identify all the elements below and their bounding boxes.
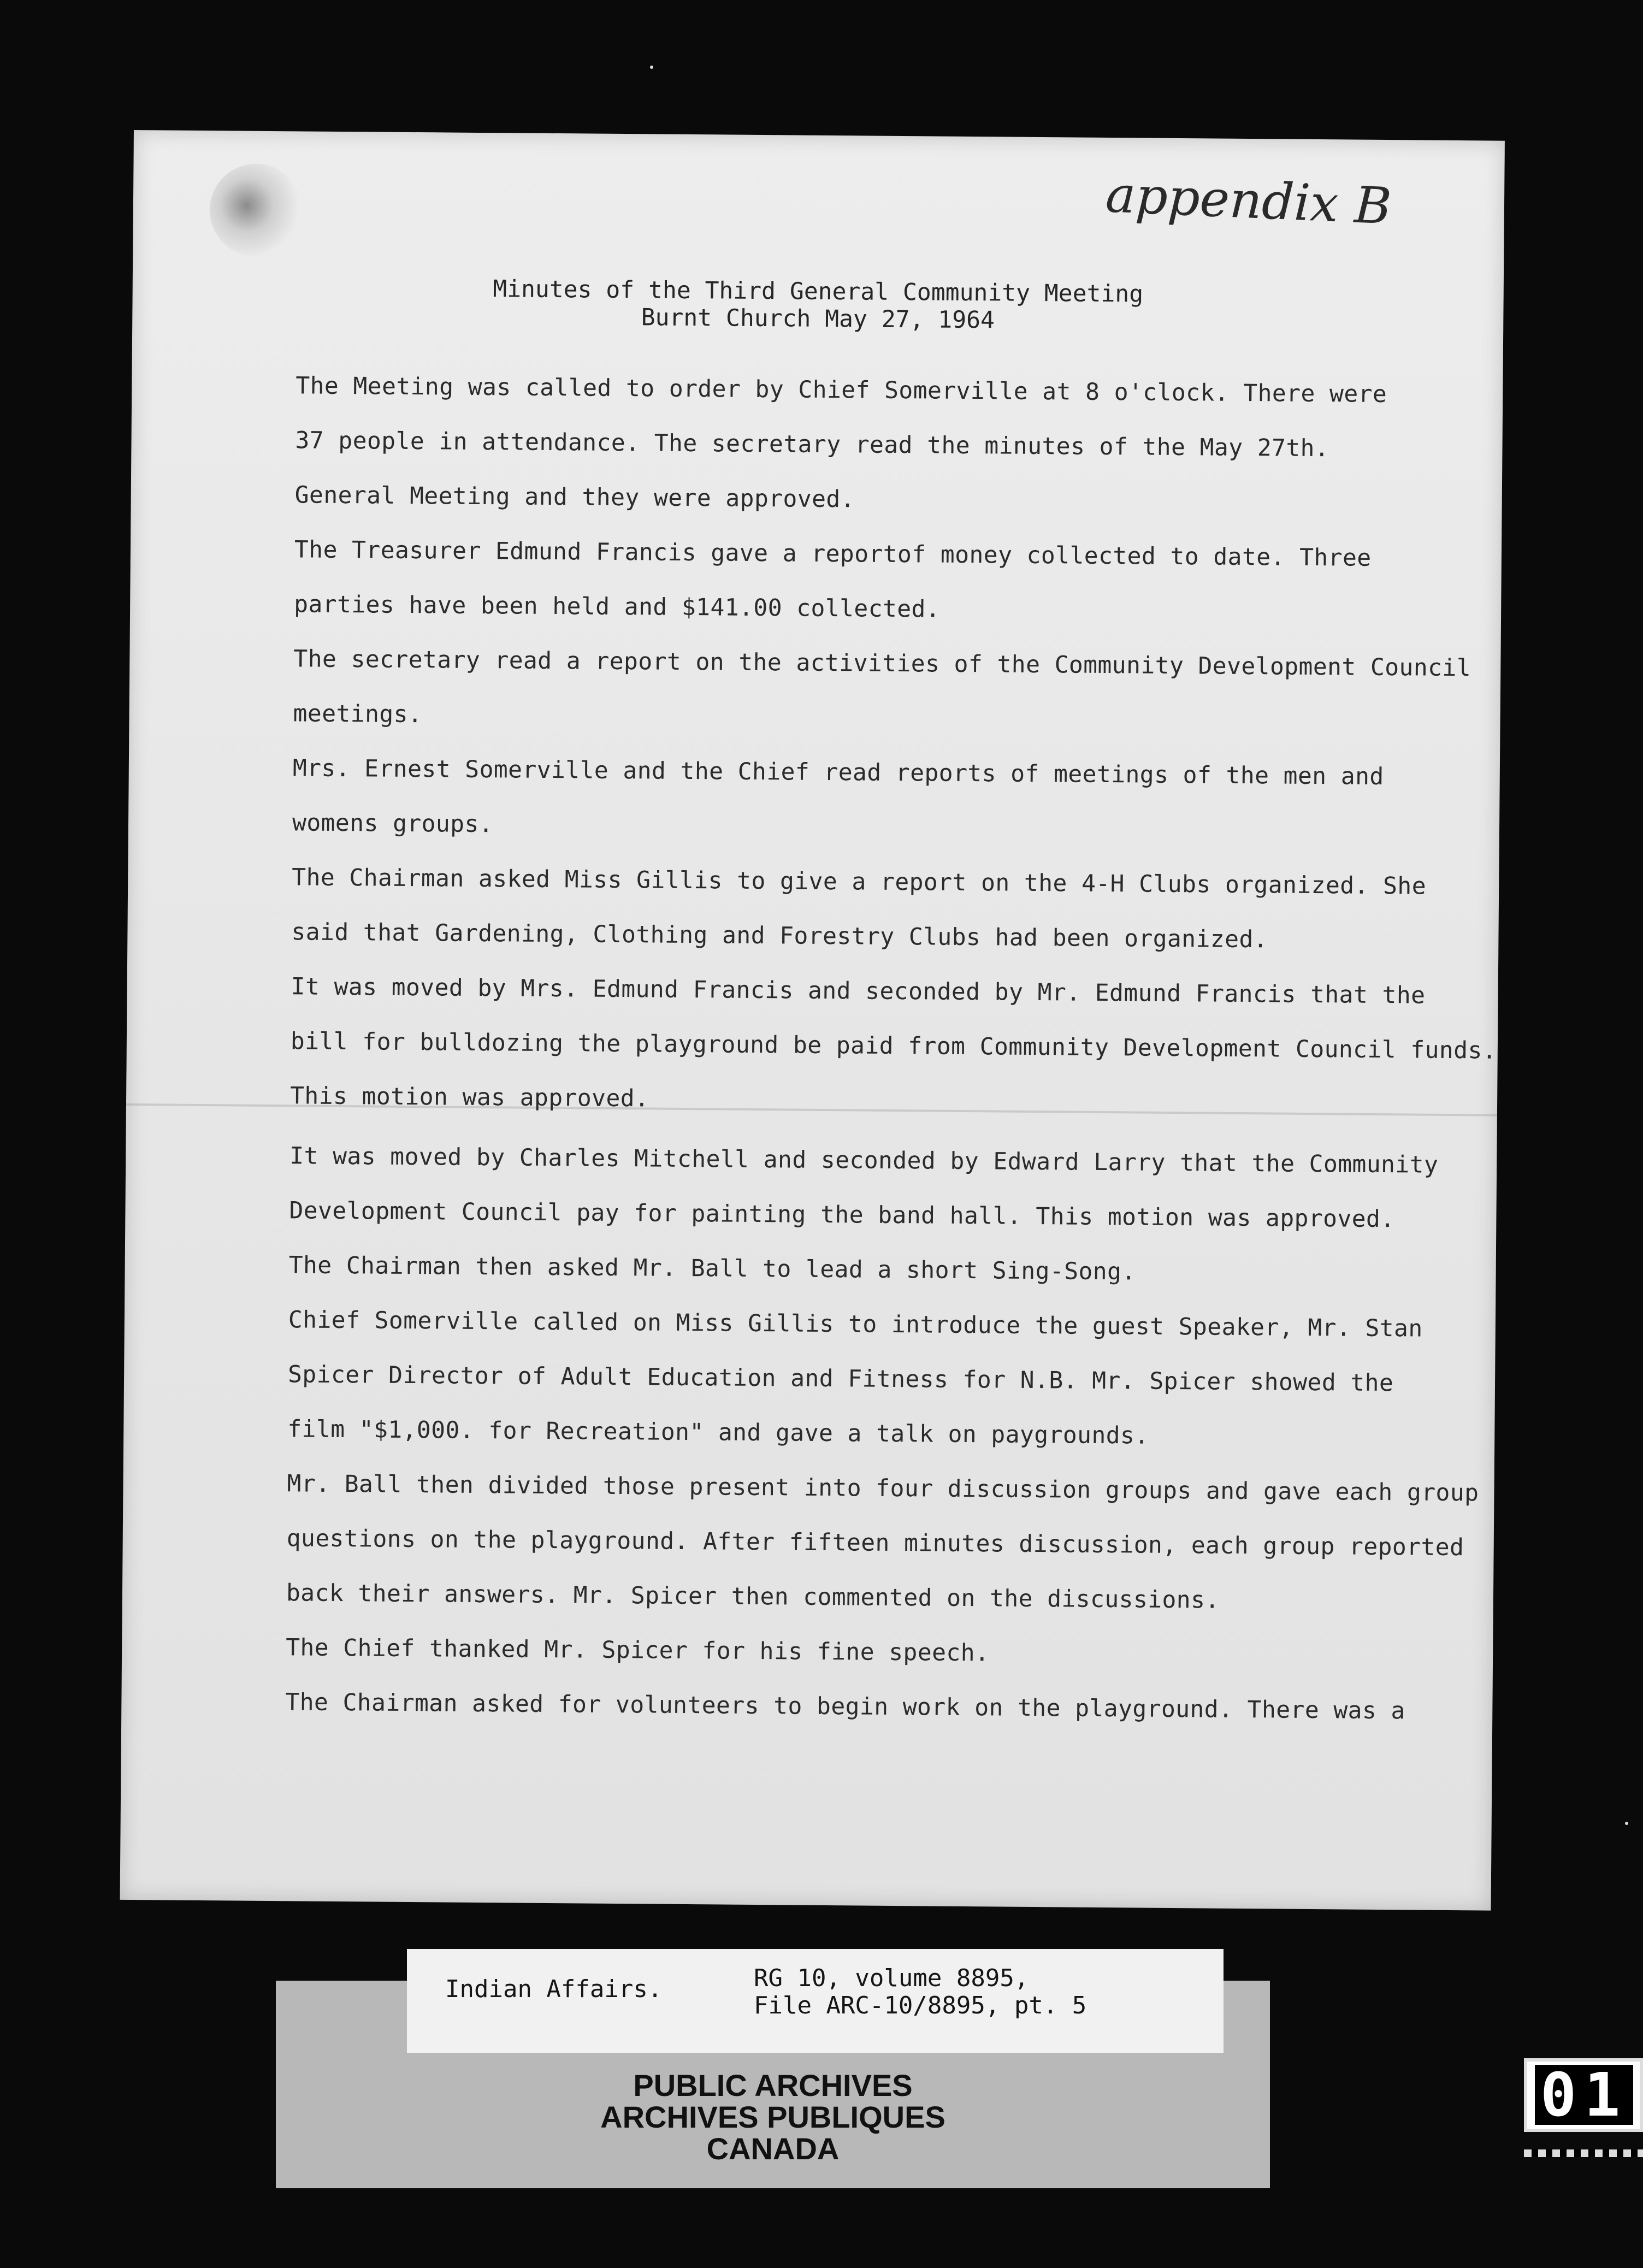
body-line: back their answers. Mr. Spicer then commented on the discussions. [286,1579,1220,1614]
reference-department: Indian Affairs. [445,1975,663,2003]
body-line: Spicer Director of Adult Education and Fitness for N.B. Mr. Spicer showed the [287,1361,1394,1397]
document-title: Minutes of the Third General Community Meeting [493,275,1144,308]
body-line: film "$1,000. for Recreation" and gave a talk on paygrounds. [287,1415,1149,1450]
ink-smudge [209,163,303,257]
film-sprocket-holes [1524,2149,1643,2157]
body-line: parties have been held and $141.00 collected. [293,590,941,623]
body-line: bill for bulldozing the playground be paid from Community Development Council funds. [290,1027,1497,1065]
archive-stamp-line: CANADA [706,2131,840,2166]
body-line: The Chairman then asked Mr. Ball to lead a short Sing-Song. [288,1251,1136,1286]
body-line: womens groups. [292,809,494,838]
body-line: The Chairman asked for volunteers to begin work on the playground. There was a [285,1688,1406,1725]
document-subtitle: Burnt Church May 27, 1964 [641,304,995,334]
body-line: Mrs. Ernest Somerville and the Chief read reports of meetings of the men and [292,754,1384,791]
body-line: It was moved by Mrs. Edmund Francis and seconded by Mr. Edmund Francis that the [291,973,1426,1009]
body-line: The secretary read a report on the activities of the Community Development Council [293,645,1471,682]
body-line: Development Council pay for painting the band hall. This motion was approved. [289,1197,1395,1233]
frame-number: 01 [1535,2065,1633,2125]
reference-record-group: RG 10, volume 8895, [754,1964,1029,1992]
film-speck [1625,1822,1628,1825]
reference-file: File ARC-10/8895, pt. 5 [754,1992,1087,2019]
body-line: The Treasurer Edmund Francis gave a reportof money collected to date. Three [294,536,1372,572]
archive-stamp-line: PUBLIC ARCHIVES [633,2068,913,2102]
body-line: This motion was approved. [289,1082,649,1113]
body-line: It was moved by Charles Mitchell and seconded by Edward Larry that the Community [289,1142,1439,1179]
body-line: Mr. Ball then divided those present into four discussion groups and gave each group [287,1470,1479,1507]
body-line: meetings. [293,700,423,729]
archive-stamp-line: ARCHIVES PUBLIQUES [600,2100,945,2134]
body-line: The Chief thanked Mr. Spicer for his fine speech. [285,1634,990,1667]
body-line: General Meeting and they were approved. [294,481,855,513]
body-line: said that Gardening, Clothing and Forestry Clubs had been organized. [291,918,1268,954]
body-line: questions on the playground. After fifteen minutes discussion, each group reported [286,1525,1464,1562]
body-line: The Chairman asked Miss Gillis to give a report on the 4-H Clubs organized. She [292,864,1427,900]
document-page [120,130,1505,1911]
body-line: The Meeting was called to order by Chief Somerville at 8 o'clock. There were [295,372,1387,409]
body-line: 37 people in attendance. The secretary read the minutes of the May 27th. [295,427,1329,463]
body-line: Chief Somerville called on Miss Gillis to introduce the guest Speaker, Mr. Stan [288,1306,1423,1343]
handwritten-annotation: appendix B [1104,165,1393,236]
film-speck [650,66,653,69]
